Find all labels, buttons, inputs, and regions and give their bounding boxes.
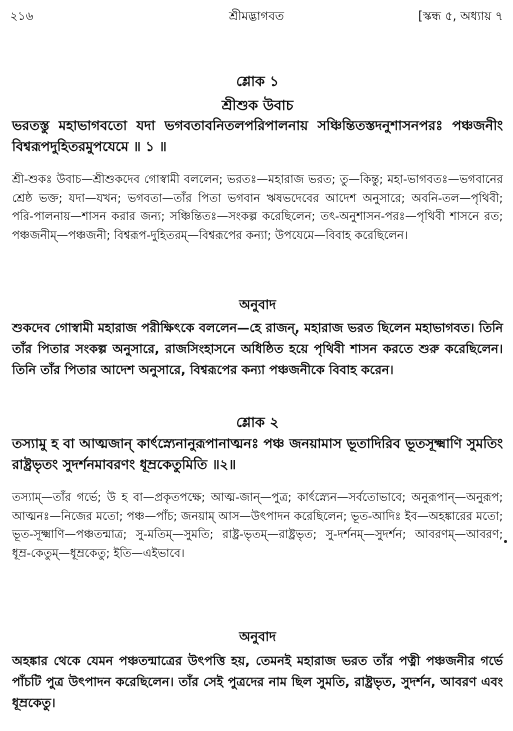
section-reference: [স্কন্ধ ৫, অধ্যায় ৭ bbox=[418, 9, 503, 23]
verse-1-synonyms: শ্রী-শুকঃ উবাচ—শ্রীশুকদেব গোস্বামী বললেন; ভরতঃ—মহারাজ ভরত; তু—কিন্তু; মহা-ভাগবতঃ—ভগবানের শ্রেষ্ঠ ভক্ত; যদা—যখন; ভগবতা—তাঁর পিতা ভগবান ঋষভদেবের আদেশ অনুসারে; অবনি-তল—পৃথিবী; পরি-পালনায়—শাসন করার জন্য; সঞ্চিন্তিতঃ—সংকল্প করেছিলেন; তৎ-অনুশাসন-পরঃ—পৃথিবী শাসনে রত; পঞ্চজনীম্—পঞ্চজনী; বিশ্বরূপ-দুহিতরম্—বিশ্বরূপের কন্যা; উপযেমে—বিবাহ করেছিলেন। bbox=[12, 172, 503, 242]
verse-1-speaker: শ্রীশুক উবাচ bbox=[221, 98, 294, 114]
verse-2-heading: শ্লোক ২ bbox=[236, 415, 279, 431]
margin-dot bbox=[504, 540, 507, 543]
verse-2-translation-heading: অনুবাদ bbox=[239, 630, 276, 645]
verse-1-sanskrit: ভরতস্তু মহাভাগবতো যদা ভগবতাবনিতলপরিপালনায় সঞ্চিন্তিতস্তদনুশাসনপরঃ পঞ্চজনীং বিশ্বরূপদুহিতরমুপযেমে ॥ ১ ॥ bbox=[12, 118, 503, 155]
verse-2-sanskrit: তস্যামু হ বা আত্মজান্ কার্ৎস্ন্যেনানুরূপানাত্মনঃ পঞ্চ জনয়ামাস ভূতাদিরিব ভূতসূক্ষ্মাণি সুমতিং রাষ্ট্রভৃতং সুদর্শনমাবরণং ধূম্রকেতুমিতি ॥২॥ bbox=[12, 436, 503, 473]
verse-1-heading: শ্লোক ১ bbox=[236, 74, 279, 90]
running-header bbox=[10, 8, 503, 26]
book-title: শ্রীমদ্ভাগবত bbox=[228, 9, 285, 23]
verse-2-translation: অহঙ্কার থেকে যেমন পঞ্চতন্মাত্রের উৎপত্তি হয়, তেমনই মহারাজ ভরত তাঁর পত্নী পঞ্চজনীর গর্ভে পাঁচটি পুত্র উৎপাদন করেছিলেন। তাঁর সেই পুত্রদের নাম ছিল সুমতি, রাষ্ট্রভৃত, সুদর্শন, আবরণ এবং ধূম্রকেতু। bbox=[12, 653, 503, 710]
page-number: ২১৬ bbox=[10, 9, 34, 23]
verse-1-translation-heading: অনুবাদ bbox=[239, 298, 276, 313]
verse-1-translation: শুকদেব গোস্বামী মহারাজ পরীক্ষিৎকে বললেন—হে রাজন্, মহারাজ ভরত ছিলেন মহাভাগবত। তিনি তাঁর পিতার সংকল্প অনুসারে, রাজসিংহাসনে অধিষ্ঠিত হয়ে পৃথিবী শাসন করতে শুরু করেছিলেন। তিনি তাঁর পিতার আদেশ অনুসারে, বিশ্বরূপের কন্যা পঞ্চজনীকে বিবাহ করেন। bbox=[12, 320, 503, 377]
verse-2-synonyms: তস্যাম্—তাঁর গর্ভে; উ হ বা—প্রকৃতপক্ষে; আত্ম-জান্—পুত্র; কার্ৎস্ন্যেন—সর্বতোভাবে; অনুরূপান্—অনুরূপ; আত্মনঃ—নিজের মতো; পঞ্চ—পাঁচ; জনয়াম্ আস—উৎপাদন করেছিলেন; ভূত-আদিঃ ইব—অহঙ্কারের মতো; ভূত-সূক্ষ্মাণি—পঞ্চতন্মাত্র; সু-মতিম্—সুমতি; রাষ্ট্র-ভৃতম্—রাষ্ট্রভৃত; সু-দর্শনম্—সুদর্শন; আবরণম্—আবরণ; ধূম্র-কেতুম্—ধূম্রকেতু; ইতি—এইভাবে। bbox=[12, 490, 503, 560]
